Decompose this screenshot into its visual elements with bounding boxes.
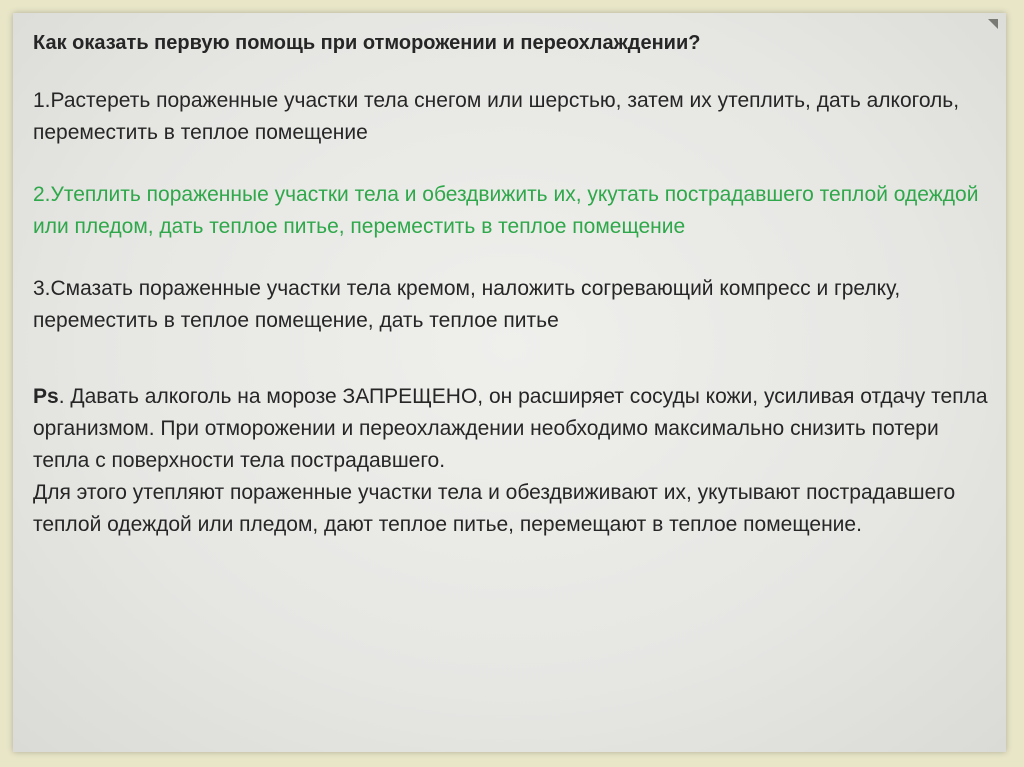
question-title: Как оказать первую помощь при отморожении и переохлаждении? bbox=[33, 32, 701, 54]
answer-option-1: 1.Растереть пораженные участки тела снегом или шерстью, затем их утеплить, дать алкоголь, переместить в теплое помещение bbox=[33, 89, 960, 144]
ps-text-2: Для этого утепляют пораженные участки тела и обездвиживают их, укутывают пострадавшего теплой одеждой или пледом, дают теплое питье, перемещают в теплое помещение. bbox=[33, 481, 956, 536]
ps-text-1: . Давать алкоголь на морозе ЗАПРЕЩЕНО, он расширяет сосуды кожи, усиливая отдачу тепла организмом. При отморожении и переохлаждении необходимо максимально снизить потери тепла с поверхности тела пострадавшего. bbox=[33, 385, 988, 472]
answer-option-3: 3.Смазать пораженные участки тела кремом, наложить согревающий компресс и грелку, переместить в теплое помещение, дать теплое питье bbox=[33, 277, 901, 332]
answer-option-2-correct: 2.Утеплить пораженные участки тела и обездвижить их, укутать пострадавшего теплой одеждой или пледом, дать теплое питье, переместить в теплое помещение bbox=[33, 183, 979, 238]
ps-prefix: Ps bbox=[33, 385, 59, 408]
ps-note bbox=[33, 381, 993, 541]
slide-content bbox=[33, 27, 993, 541]
slide bbox=[13, 13, 1006, 752]
